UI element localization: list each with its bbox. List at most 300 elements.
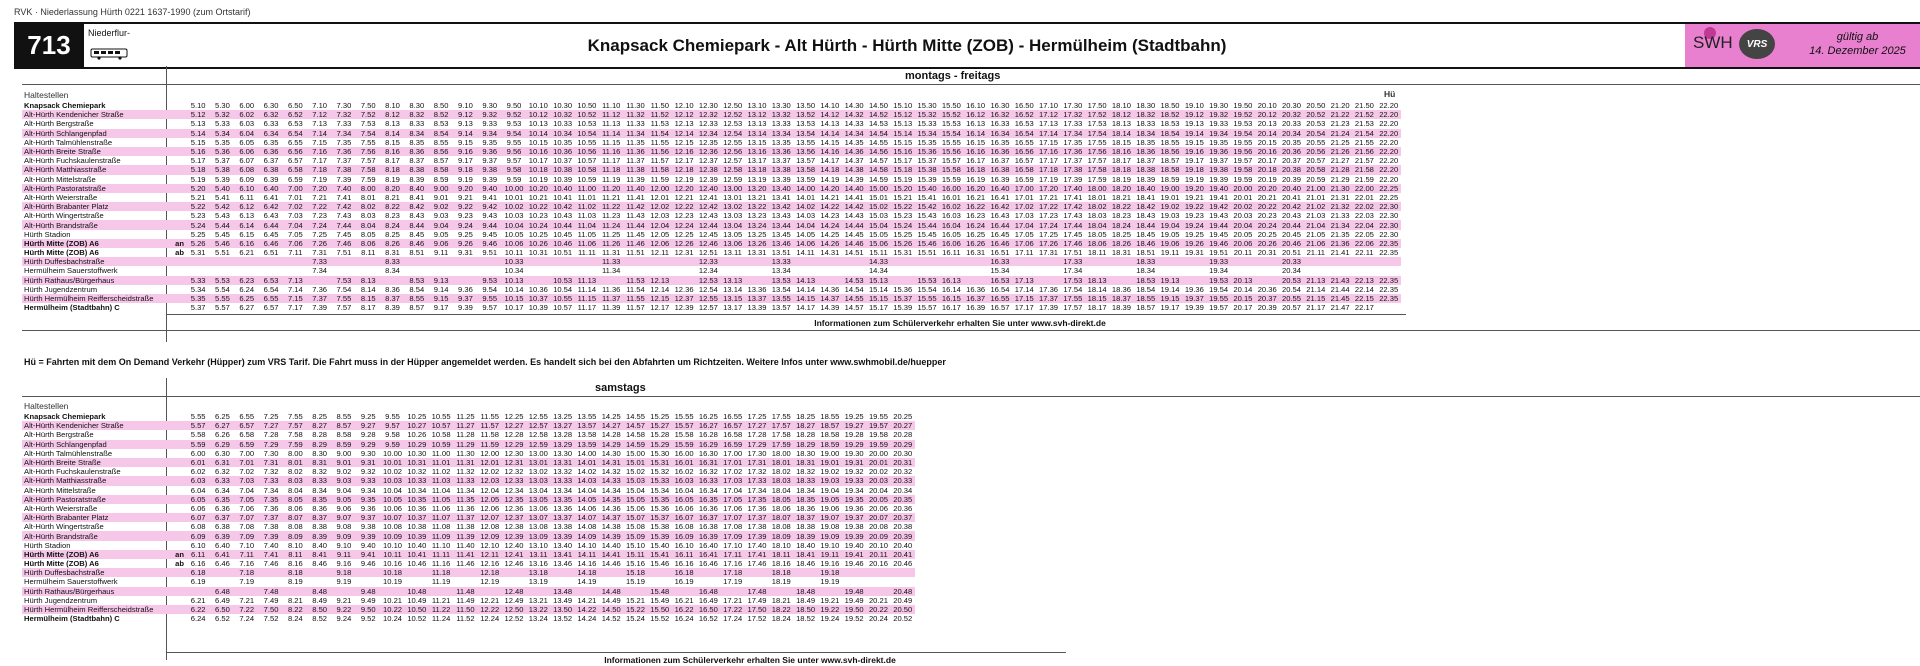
departure-time: 15.36: [915, 147, 939, 156]
departure-time: 10.07: [380, 513, 404, 522]
departure-time: [1012, 266, 1036, 275]
departure-time: [1182, 276, 1206, 285]
departure-time: 18.41: [1136, 192, 1156, 202]
departure-time: 18.39: [1111, 303, 1131, 313]
departure-time: 14.51: [844, 248, 864, 258]
departure-time: [453, 257, 477, 266]
departure-time: 6.05: [239, 137, 255, 147]
departure-time: 8.18: [380, 165, 404, 174]
departure-time: [380, 276, 404, 285]
departure-time: 7.37: [336, 156, 352, 166]
table-row: [22, 577, 915, 586]
departure-time: 7.13: [312, 119, 328, 129]
departure-time: 13.16: [528, 559, 548, 569]
departure-time: 12.34: [698, 266, 718, 276]
departure-time: 18.57: [1160, 156, 1180, 166]
departure-time: 16.19: [674, 577, 694, 587]
departure-time: [672, 587, 696, 596]
departure-time: 9.02: [336, 467, 352, 477]
departure-time: 14.04: [793, 220, 817, 229]
departure-time: 5.21: [190, 192, 206, 202]
departure-time: 9.59: [506, 174, 522, 184]
departure-time: 5.35: [215, 137, 230, 147]
departure-time: 9.03: [433, 211, 449, 221]
departure-time: 16.33: [990, 119, 1010, 129]
departure-time: 17.40: [1061, 184, 1085, 193]
departure-time: 13.32: [769, 110, 793, 119]
departure-time: 11.19: [601, 174, 621, 184]
departure-time: 21.15: [1304, 294, 1328, 303]
departure-time: 14.15: [793, 294, 817, 303]
departure-time: 18.55: [1134, 294, 1158, 303]
departure-time: 15.38: [915, 165, 939, 174]
departure-time: 8.06: [356, 239, 380, 248]
departure-time: 21.05: [1306, 229, 1326, 239]
departure-time: [1231, 257, 1255, 266]
departure-time: 20.54: [1304, 129, 1328, 138]
departure-time: 16.01: [941, 192, 961, 202]
departure-time: 13.39: [771, 174, 791, 184]
departure-time: 15.45: [917, 229, 937, 239]
departure-time: 15.50: [941, 101, 961, 111]
departure-time: 10.02: [502, 202, 526, 211]
departure-time: 19.33: [842, 476, 866, 485]
departure-time: 19.58: [1231, 165, 1255, 174]
departure-time: [429, 257, 453, 266]
departure-time: 16.00: [674, 448, 694, 458]
departure-time: 6.45: [263, 229, 279, 239]
departure-time: 11.16: [599, 147, 623, 156]
departure-time: 5.18: [186, 165, 210, 174]
departure-time: 18.45: [1136, 229, 1156, 239]
departure-time: 6.51: [263, 248, 279, 258]
departure-time: 7.54: [356, 129, 380, 138]
departure-time: 15.01: [868, 192, 888, 202]
departure-time: 8.14: [380, 129, 404, 138]
departure-time: 20.22: [866, 605, 890, 614]
departure-time: 10.40: [550, 184, 574, 193]
departure-time: 12.02: [480, 467, 500, 477]
departure-time: 17.36: [747, 503, 767, 513]
departure-time: 8.57: [433, 156, 449, 166]
departure-time: 14.03: [575, 476, 599, 485]
stop-name: Hermülheim Sauerstoffwerk: [24, 266, 118, 276]
departure-time: 16.25: [698, 412, 718, 422]
departure-time: 8.29: [307, 440, 331, 449]
departure-time: 19.06: [820, 503, 840, 513]
departure-time: 22.25: [1379, 192, 1399, 202]
departure-time: 8.39: [307, 531, 331, 540]
departure-time: 12.45: [698, 229, 718, 239]
departure-time: 12.33: [502, 476, 526, 485]
departure-time: 8.34: [405, 129, 429, 138]
departure-time: 16.15: [966, 137, 986, 147]
departure-time: 20.05: [866, 495, 890, 504]
departure-time: 17.36: [1039, 284, 1059, 294]
departure-time: 15.35: [648, 495, 672, 504]
departure-time: 5.57: [215, 303, 230, 313]
departure-time: 16.35: [990, 137, 1010, 147]
departure-time: 9.37: [356, 513, 380, 522]
departure-time: 19.59: [866, 440, 890, 449]
departure-time: 20.44: [1279, 220, 1303, 229]
valid-date: 14. Dezember 2025: [1809, 45, 1906, 57]
departure-time: 7.40: [263, 540, 279, 550]
departure-time: 9.33: [356, 476, 380, 485]
departure-time: 15.37: [648, 513, 672, 522]
departure-time: 15.03: [868, 211, 888, 221]
departure-time: 7.59: [283, 440, 307, 449]
departure-time: 8.00: [287, 448, 303, 458]
departure-time: 12.30: [504, 448, 524, 458]
departure-time: 12.30: [698, 101, 718, 111]
departure-time: 14.17: [796, 303, 816, 313]
stop-name: Hürth Rathaus/Bürgerhaus: [22, 276, 172, 285]
departure-time: 7.06: [239, 503, 255, 513]
departure-time: 15.16: [891, 147, 915, 156]
departure-time: 14.06: [577, 503, 597, 513]
departure-time: 18.58: [820, 430, 840, 440]
arrival-departure-marker: [172, 285, 186, 294]
hu-note: Hü = Fahrten mit dem On Demand Verkehr (Hüpper) zum VRS Tarif. Die Fahrt muss in der Hüpper angemeldet werden. Es handelt sich bei den Abfahrten um Richtzeiten. Weitere Infos unter www.swhmobil.de/huepper: [24, 357, 946, 367]
departure-time: 5.40: [210, 184, 234, 193]
departure-time: 19.24: [1182, 220, 1206, 229]
departure-time: 17.55: [1061, 294, 1085, 303]
departure-time: 21.34: [1328, 220, 1352, 229]
departure-time: 10.54: [553, 284, 573, 294]
departure-time: 17.05: [721, 495, 745, 504]
departure-time: 21.44: [1330, 284, 1350, 294]
departure-time: 13.54: [771, 284, 791, 294]
departure-time: 13.34: [771, 266, 791, 276]
departure-time: 6.30: [215, 448, 230, 458]
departure-time: 13.22: [526, 605, 550, 614]
departure-time: [1231, 266, 1255, 275]
departure-time: 8.16: [287, 559, 303, 569]
departure-time: 16.46: [988, 239, 1012, 248]
departure-time: 22.20: [1377, 165, 1401, 174]
departure-time: 6.55: [287, 137, 303, 147]
departure-time: 15.15: [893, 137, 913, 147]
divider: [22, 396, 1920, 397]
departure-time: 14.33: [599, 476, 623, 485]
departure-time: 10.57: [577, 156, 597, 166]
departure-time: 10.11: [504, 248, 524, 258]
departure-time: 17.10: [1039, 101, 1059, 111]
departure-time: 13.11: [526, 550, 550, 559]
departure-time: 21.47: [1330, 303, 1350, 313]
departure-time: 12.00: [480, 448, 500, 458]
departure-time: 20.24: [868, 614, 888, 624]
departure-time: 6.21: [239, 248, 255, 258]
departure-time: 9.55: [478, 294, 502, 303]
departure-time: 8.34: [312, 485, 328, 495]
departure-time: 8.39: [385, 303, 400, 313]
departure-time: 20.55: [1279, 294, 1303, 303]
departure-time: 18.59: [818, 440, 842, 449]
departure-time: 12.40: [504, 540, 524, 550]
lowfloor-bus-icon: [90, 48, 130, 60]
departure-time: 7.43: [336, 211, 352, 221]
departure-time: 17.39: [1063, 174, 1083, 184]
departure-time: 15.36: [650, 503, 670, 513]
departure-time: 18.24: [771, 614, 791, 624]
departure-time: 12.32: [504, 467, 524, 477]
stop-name: Alt-Hürth Pastoratstraße: [22, 184, 172, 193]
departure-time: [307, 577, 331, 586]
departure-time: 11.11: [577, 248, 596, 258]
departure-time: 18.50: [793, 605, 817, 614]
departure-time: 16.37: [990, 156, 1010, 166]
departure-time: 13.03: [723, 211, 743, 221]
departure-time: 14.35: [844, 137, 864, 147]
departure-time: 13.26: [745, 239, 769, 248]
departure-time: 10.45: [553, 229, 573, 239]
departure-time: 11.33: [626, 119, 645, 129]
departure-time: 16.50: [696, 605, 720, 614]
departure-time: 20.51: [1282, 248, 1302, 258]
departure-time: [356, 266, 380, 275]
departure-time: 13.20: [745, 184, 769, 193]
departure-time: 9.17: [433, 303, 449, 313]
stop-name: Alt-Hürth Kendenicher Straße: [22, 421, 172, 430]
departure-time: [307, 276, 331, 285]
departure-time: [478, 587, 502, 596]
departure-time: 11.41: [626, 192, 645, 202]
departure-time: 6.39: [210, 531, 234, 540]
departure-time: 12.55: [696, 294, 720, 303]
departure-time: 18.40: [796, 540, 816, 550]
departure-time: 17.57: [1063, 303, 1083, 313]
departure-time: 10.32: [407, 467, 427, 477]
departure-time: 14.54: [866, 129, 890, 138]
departure-time: 12.48: [502, 587, 526, 596]
departure-time: 9.57: [482, 303, 498, 313]
departure-time: 6.40: [259, 184, 283, 193]
departure-time: 20.38: [893, 522, 913, 532]
departure-time: 5.31: [190, 248, 206, 258]
departure-time: [575, 587, 599, 596]
departure-time: 16.24: [674, 614, 694, 624]
departure-time: 7.44: [332, 220, 356, 229]
arrival-departure-marker: [172, 486, 186, 495]
departure-time: 19.57: [1233, 156, 1253, 166]
departure-time: 12.31: [674, 248, 694, 258]
departure-time: 14.24: [818, 220, 842, 229]
departure-time: 8.58: [336, 430, 352, 440]
departure-time: 13.48: [550, 587, 574, 596]
departure-time: 10.30: [407, 448, 427, 458]
departure-time: 17.12: [1036, 110, 1060, 119]
departure-time: 16.05: [941, 229, 961, 239]
departure-time: 9.30: [482, 101, 498, 111]
departure-time: [235, 257, 259, 266]
departure-time: 9.58: [502, 165, 526, 174]
departure-time: 10.39: [553, 174, 573, 184]
departure-time: [453, 276, 477, 285]
departure-time: 19.25: [844, 412, 864, 422]
departure-time: 8.53: [433, 119, 449, 129]
departure-time: 17.35: [1063, 137, 1083, 147]
departure-time: 7.16: [239, 559, 255, 569]
departure-time: 14.43: [844, 211, 864, 221]
arrival-departure-marker: [172, 202, 186, 211]
departure-time: 6.24: [239, 284, 255, 294]
departure-time: 7.15: [283, 294, 307, 303]
departure-time: 15.05: [623, 495, 647, 504]
departure-time: 14.54: [844, 284, 864, 294]
departure-time: 6.09: [186, 531, 210, 540]
departure-time: 19.20: [1182, 184, 1206, 193]
departure-time: 6.37: [263, 156, 279, 166]
departure-time: 9.36: [360, 503, 376, 513]
departure-time: 20.05: [1233, 229, 1253, 239]
departure-time: 7.17: [312, 156, 328, 166]
departure-time: 20.33: [1279, 257, 1303, 266]
departure-time: 14.22: [818, 202, 842, 211]
departure-time: 22.20: [1377, 110, 1401, 119]
departure-time: 10.13: [528, 119, 548, 129]
departure-time: 19.19: [1184, 174, 1204, 184]
departure-time: 15.34: [990, 266, 1010, 276]
departure-time: 11.42: [623, 202, 647, 211]
departure-time: [745, 276, 769, 285]
departure-time: 15.24: [891, 220, 915, 229]
departure-time: 8.05: [360, 229, 376, 239]
table-row: [22, 614, 915, 623]
departure-time: 20.11: [866, 550, 890, 559]
departure-time: 15.02: [866, 202, 890, 211]
departure-time: 10.01: [380, 458, 404, 467]
departure-time: 12.19: [674, 174, 694, 184]
departure-time: 15.07: [623, 513, 647, 522]
departure-time: 17.24: [1036, 220, 1060, 229]
departure-time: 22.25: [1377, 184, 1401, 193]
departure-time: 18.54: [1158, 129, 1182, 138]
departure-time: 7.36: [332, 147, 356, 156]
departure-time: 16.21: [674, 595, 694, 605]
departure-time: 19.11: [818, 550, 842, 559]
departure-time: 14.58: [625, 430, 645, 440]
departure-time: 21.20: [1330, 101, 1350, 111]
departure-time: 13.33: [550, 476, 574, 485]
departure-time: 22.20: [1379, 101, 1399, 111]
departure-time: 10.33: [502, 257, 526, 266]
departure-time: 19.03: [1160, 211, 1180, 221]
departure-time: 7.45: [336, 229, 352, 239]
departure-time: 16.21: [966, 192, 986, 202]
departure-time: 19.42: [1206, 202, 1230, 211]
departure-time: 18.09: [769, 531, 793, 540]
stop-name: Alt-Hürth Schlangenpfad: [22, 129, 172, 138]
departure-time: 9.24: [336, 614, 352, 624]
departure-time: 19.39: [1209, 174, 1229, 184]
departure-time: 20.38: [1279, 165, 1303, 174]
departure-time: [818, 276, 842, 285]
departure-time: 7.58: [287, 430, 303, 440]
departure-time: [696, 577, 720, 586]
departure-time: 17.19: [1039, 174, 1059, 184]
departure-time: 15.11: [623, 550, 647, 559]
departure-time: 14.04: [577, 485, 597, 495]
departure-time: 18.17: [1087, 303, 1107, 313]
departure-time: 20.46: [1279, 239, 1303, 248]
departure-time: 20.18: [1255, 165, 1279, 174]
departure-time: 16.51: [990, 248, 1010, 258]
departure-time: 5.39: [215, 174, 230, 184]
departure-time: [1012, 257, 1036, 266]
departure-time: 6.18: [186, 568, 210, 577]
departure-time: 20.48: [891, 587, 915, 596]
departure-time: 6.12: [235, 202, 259, 211]
departure-time: 17.23: [1039, 211, 1059, 221]
divider: [166, 652, 1066, 653]
departure-time: 15.18: [891, 165, 915, 174]
departure-time: 17.58: [771, 430, 791, 440]
departure-time: [672, 266, 696, 275]
departure-time: 16.54: [990, 284, 1010, 294]
departure-time: 8.15: [385, 137, 400, 147]
departure-time: 11.35: [626, 137, 645, 147]
departure-time: 17.27: [745, 421, 769, 430]
departure-time: 8.03: [283, 476, 307, 485]
departure-time: 5.26: [186, 239, 210, 248]
departure-time: [891, 276, 915, 285]
departure-time: 6.10: [235, 184, 259, 193]
departure-time: 12.22: [478, 605, 502, 614]
departure-time: 18.18: [769, 568, 793, 577]
departure-time: 19.54: [1209, 284, 1229, 294]
departure-time: 22.20: [1379, 174, 1399, 184]
departure-time: 18.16: [1109, 147, 1133, 156]
departure-time: 11.37: [626, 156, 645, 166]
departure-time: 16.18: [672, 568, 696, 577]
departure-time: 7.50: [360, 101, 376, 111]
departure-time: 16.17: [941, 303, 961, 313]
departure-time: 17.37: [1036, 294, 1060, 303]
departure-time: 13.53: [769, 276, 793, 285]
departure-time: 13.45: [771, 229, 791, 239]
departure-time: 17.13: [1039, 119, 1059, 129]
arrival-departure-marker: [172, 614, 186, 623]
departure-time: 14.38: [601, 522, 621, 532]
departure-time: 21.41: [1330, 248, 1350, 258]
departure-time: 20.12: [1255, 110, 1279, 119]
departure-time: 22.35: [1379, 284, 1399, 294]
departure-time: 13.38: [769, 165, 793, 174]
departure-time: 13.00: [721, 184, 745, 193]
departure-time: 18.57: [1136, 303, 1156, 313]
departure-time: 7.49: [263, 595, 279, 605]
departure-time: 20.27: [891, 421, 915, 430]
departure-time: 12.46: [504, 559, 524, 569]
departure-time: 6.27: [239, 303, 255, 313]
departure-time: 13.12: [745, 110, 769, 119]
departure-time: 16.42: [988, 202, 1012, 211]
departure-time: 13.57: [575, 421, 599, 430]
departure-time: 14.39: [820, 303, 840, 313]
departure-time: 16.23: [966, 211, 986, 221]
departure-time: 6.32: [259, 110, 283, 119]
departure-time: 17.17: [1039, 156, 1059, 166]
departure-time: 8.36: [385, 284, 400, 294]
departure-time: 8.54: [429, 129, 453, 138]
departure-time: 13.29: [550, 440, 574, 449]
departure-time: [1085, 266, 1109, 275]
departure-time: 21.02: [1304, 202, 1328, 211]
departure-time: 6.33: [210, 476, 234, 485]
stop-name: Knapsack Chemiepark: [24, 101, 106, 111]
